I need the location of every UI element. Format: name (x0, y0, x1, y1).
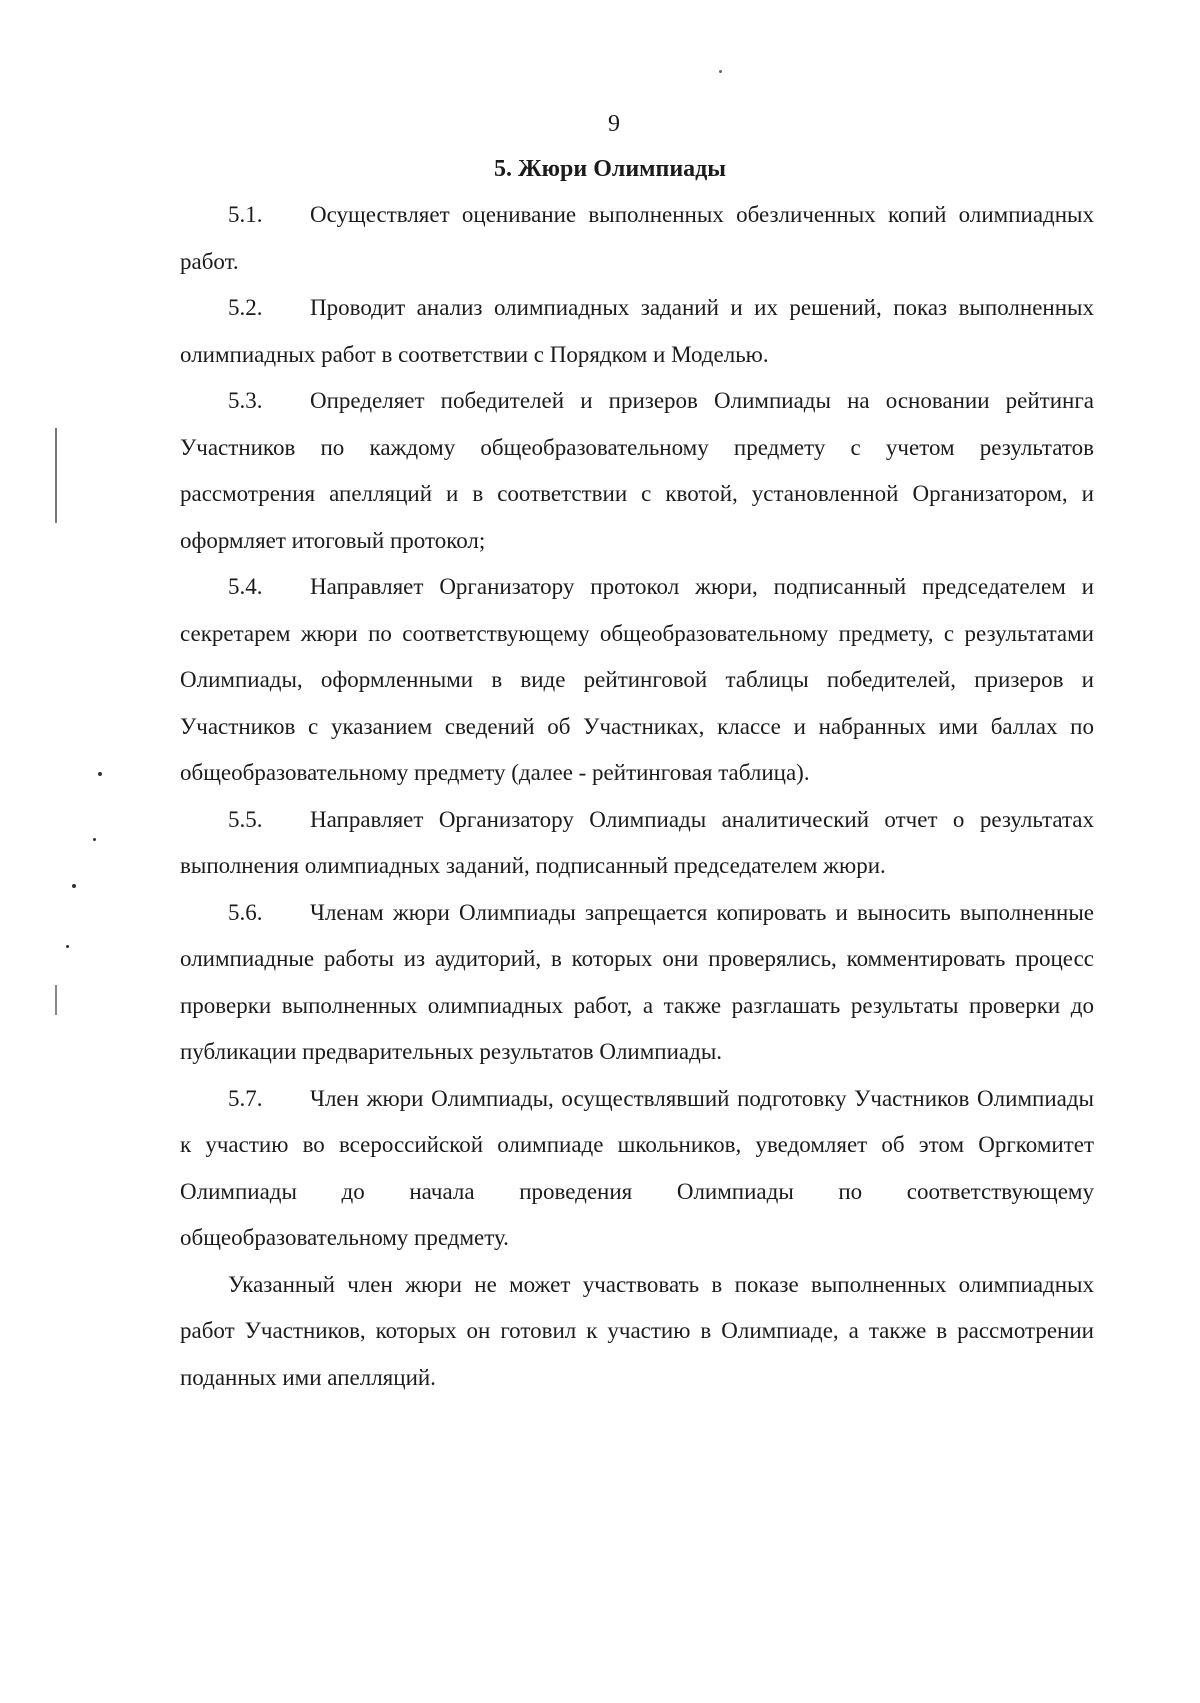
scan-dot-5 (719, 70, 722, 73)
clause-text: Направляет Организатору протокол жюри, подписанный председателем и секретарем жюри по соответствующему общеобразовательному предмету, с результатами Олимпиады, оформленными в виде рейтинговой таблицы победителей, призеров и Участников с указанием сведений об Участниках, классе и набранных ими баллах по общеобразовательному предмету (далее - рейтинговая таблица). (180, 574, 1094, 785)
clause-number: 5.7. (228, 1085, 263, 1111)
clause-5-3 (180, 378, 1094, 564)
clause-number: 5.2. (228, 295, 263, 320)
page-number: 9 (608, 111, 620, 137)
section-body (180, 192, 1094, 1401)
scan-mark-left-2 (55, 985, 57, 1015)
clause-5-7 (180, 1076, 1094, 1262)
clause-text: Членам жюри Олимпиады запрещается копировать и выносить выполненные олимпиадные работы из аудиторий, в которых они проверялись, комментировать процесс проверки выполненных олимпиадных работ, а также разглашать результаты проверки до публикации предварительных результатов Олимпиады. (180, 899, 1094, 1064)
scan-dot-1 (98, 772, 102, 776)
clause-number: 5.1. (228, 202, 263, 227)
clause-number: 5.6. (228, 899, 263, 925)
clause-number: 5.5. (228, 806, 263, 832)
scan-dot-3 (72, 884, 76, 888)
clause-number: 5.3. (228, 388, 263, 413)
clause-text: Определяет победителей и призеров Олимпиады на основании рейтинга Участников по каждому общеобразовательному предмету с учетом результатов рассмотрения апелляций и в соответствии с квотой, установленной Организатором, и оформляет итоговый протокол; (180, 388, 1094, 553)
clause-5-5 (180, 797, 1094, 890)
clause-5-2 (180, 285, 1094, 378)
scan-dot-4 (66, 945, 69, 948)
clause-number: 5.4. (228, 574, 263, 599)
clause-text: Указанный член жюри не может участвовать в показе выполненных олимпиадных работ Участников, которых он готовил к участию в Олимпиаде, а также в рассмотрении поданных ими апелляций. (180, 1271, 1094, 1390)
section-title: 5. Жюри Олимпиады (493, 156, 727, 182)
scan-mark-left-1 (55, 428, 57, 523)
clause-5-7-continuation (180, 1262, 1094, 1402)
clause-5-1 (180, 192, 1094, 285)
clause-5-4 (180, 564, 1094, 797)
clause-text: Член жюри Олимпиады, осуществлявший подготовку Участников Олимпиады к участию во всероссийской олимпиаде школьников, уведомляет об этом Оргкомитет Олимпиады до начала проведения Олимпиады по соответствующему общеобразовательному предмету. (180, 1085, 1094, 1250)
scan-dot-2 (93, 838, 96, 841)
clause-text: Направляет Организатору Олимпиады аналитический отчет о результатах выполнения олимпиадных заданий, подписанный председателем жюри. (180, 806, 1094, 878)
clause-text: Проводит анализ олимпиадных заданий и их решений, показ выполненных олимпиадных работ в соответствии с Порядком и Моделью. (180, 295, 1094, 367)
clause-text: Осуществляет оценивание выполненных обезличенных копий олимпиадных работ. (180, 202, 1094, 274)
clause-5-6 (180, 890, 1094, 1076)
